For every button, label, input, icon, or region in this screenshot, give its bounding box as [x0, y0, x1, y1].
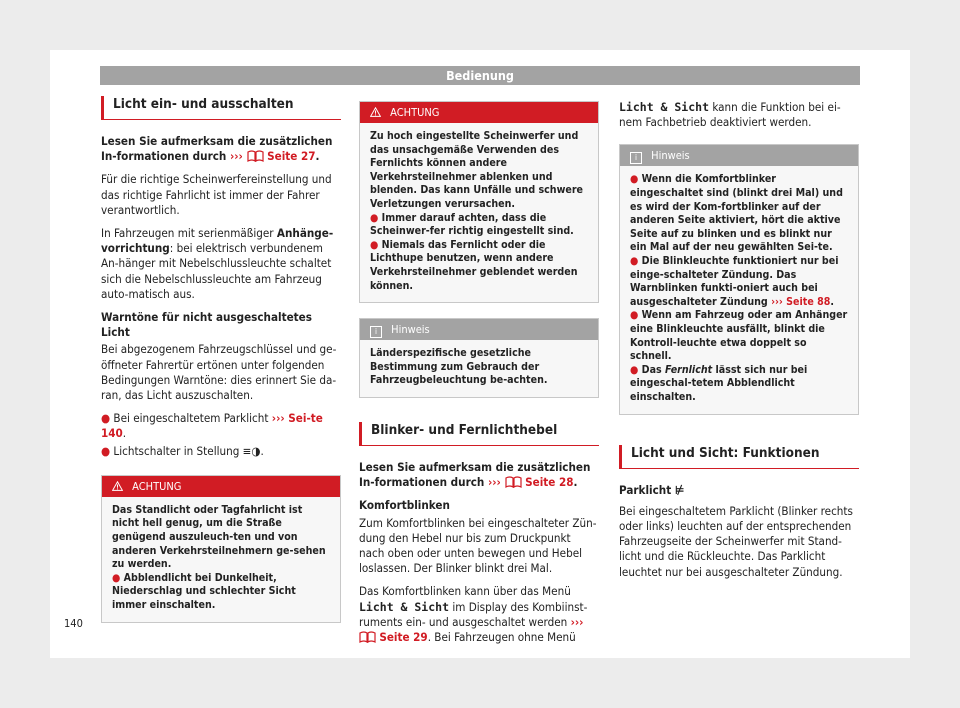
book-icon: [359, 631, 376, 643]
hint-bullet: [630, 364, 848, 405]
subheading: Komfortblinken: [359, 498, 450, 513]
warning-box: [101, 475, 341, 623]
page-number: 140: [64, 617, 83, 630]
paragraph: Für die richtige Scheinwerfereinstellung und das richtige Fahrlicht ist immer der Fahrer verantwortlich.: [101, 172, 332, 217]
bullet-icon: ●: [112, 571, 121, 584]
warning-text: Zu hoch eingestellte Scheinwerfer und das unsachgemäße Verwenden des Fernlichts können andere Verkehrsteilnehmer ablenken und blenden. Das kann Unfälle und schwere Verletzungen verursachen.: [370, 130, 584, 210]
bold-term: Anhänge-vorrichtung: [101, 226, 334, 256]
warning-label: ACHTUNG: [390, 106, 440, 119]
parking-light-icon: ⊭: [674, 482, 685, 497]
book-icon: [247, 150, 264, 162]
text: Abblendlicht bei Dunkelheit, Niederschlag und schlechter Sicht immer einschalten.: [112, 571, 296, 612]
hint-label: Hinweis: [391, 323, 430, 337]
warning-bullet: [370, 239, 588, 293]
link-arrows[interactable]: ›››: [487, 475, 501, 490]
text: Bei eingeschaltetem Parklicht: [113, 411, 269, 426]
paragraph: [359, 584, 599, 645]
warning-body: [102, 497, 340, 622]
warning-body: [360, 123, 598, 302]
hint-body: Länderspezifische gesetzliche Bestimmung zum Gebrauch der Fahrzeugbeleuchtung be-achten.: [360, 340, 598, 397]
column-2: [359, 101, 599, 653]
paragraph: Bei eingeschaltetem Parklicht (Blinker rechts oder links) leuchten auf der entsprechenden Fahrzeugseite der Scheinwerfer mit Stand-licht und die Rückleuchte. Das Parklicht leuchtet nur bei ausgeschalteter Zündung.: [619, 503, 853, 579]
text: Niemals das Fernlicht oder die Lichthupe benutzen, wenn andere Verkehrsteilnehmer geblendet werden können.: [370, 238, 578, 292]
text: Das: [641, 363, 662, 376]
hint-bullet: ● Die Blinkleuchte funktioniert nur bei einge-schalteter Zündung. Das Warnblinken funkti-oniert auch bei ausgeschalteter Zündung ››› Seite 88.: [630, 254, 839, 308]
info-icon: i: [630, 152, 642, 164]
column-3: [619, 100, 859, 588]
warning-triangle-icon: [112, 481, 123, 491]
text: . Bei Fahrzeugen ohne Menü: [427, 629, 576, 644]
bullet-icon: ●: [370, 238, 379, 251]
text: Die Blinkleuchte funktioniert nur bei einge-schalteter Zündung. Das Warnblinken funkti-oniert auch bei ausgeschalteter Zündung: [630, 254, 839, 308]
paragraph: Bei abgezogenem Fahrzeugschlüssel und ge-öffneter Fahrertür ertönen unter folgenden Bedingungen Warntöne: dies erinnert Sie da-ran, das Licht auszuschalten.: [101, 342, 337, 403]
menu-name: Licht & Sicht: [359, 599, 450, 614]
page-link[interactable]: Seite 27: [267, 149, 316, 164]
page-link[interactable]: Seite 29: [379, 629, 428, 644]
column-1: [101, 96, 341, 623]
text: Wenn die Komfortblinker eingeschaltet sind (blinkt drei Mal) und es wird der Kom-fortblinker auf der anderen Seite aktiviert, hört die aktive Seite auf zu blinken und es blinkt nur ein Mal auf der neu gewählten Sei-te.: [630, 173, 843, 254]
hint-header: [360, 319, 598, 340]
text: : bei elektrisch verbundenem An-hänger mit Nebelschlussleuchte schaltet sich die Nebelschlussleuchte am Fahrzeug auto-matisch aus.: [101, 241, 332, 301]
bullet-icon: ●: [101, 443, 111, 458]
hint-bullet: [630, 309, 848, 363]
text: Immer darauf achten, dass die Scheinwer-fer richtig eingestellt sind.: [370, 211, 574, 238]
hint-label: Hinweis: [651, 149, 690, 163]
warning-label: ACHTUNG: [132, 479, 182, 493]
list-item: ● Bei eingeschaltetem Parklicht ››› Sei-te 140.: [101, 411, 323, 441]
warning-box: [359, 101, 599, 303]
section-title: Blinker- und Fernlichthebel: [359, 422, 599, 446]
bullet-icon: ●: [630, 173, 639, 186]
page-link[interactable]: ››› Seite 88: [771, 295, 831, 308]
subheading: Warntöne für nicht ausgeschaltetes Licht: [101, 310, 312, 340]
intro-label: Lesen Sie aufmerksam die zusätzlichen In-formationen durch: [359, 459, 591, 490]
info-icon: i: [370, 326, 382, 338]
text: Das Komfortblinken kann über das Menü: [359, 584, 571, 599]
menu-name: Licht & Sicht: [619, 100, 710, 114]
section-title: Licht und Sicht: Funktionen: [619, 445, 859, 469]
subheading: [619, 483, 859, 498]
hint-header: [620, 145, 858, 166]
bullet-icon: ●: [630, 254, 639, 267]
warning-text: Das Standlicht oder Tagfahrlicht ist nicht hell genug, um die Straße genügend auszuleuch-ten und von anderen Verkehrsteilnehmern ge-sehen zu werden.: [112, 503, 326, 571]
paragraph: [619, 100, 859, 130]
hint-bullet: [630, 173, 848, 255]
warning-bullet: [112, 572, 330, 613]
text: Lichtschalter in Stellung: [113, 443, 240, 458]
warning-triangle-icon: [370, 107, 381, 117]
bullet-icon: ●: [101, 411, 111, 426]
text: Wenn am Fahrzeug oder am Anhänger eine Blinkleuchte ausfällt, blinkt die Kontroll-leuchte etwa doppelt so schnell.: [630, 309, 848, 363]
list-item: ● Lichtschalter in Stellung ≡◑.: [101, 443, 264, 458]
low-beam-icon: ≡◑: [242, 443, 261, 458]
warning-header: [102, 476, 340, 497]
text: In Fahrzeugen mit serienmäßiger: [101, 226, 274, 241]
hint-box: [359, 318, 599, 398]
page-link[interactable]: ››› Sei-te 140: [101, 411, 323, 441]
link-arrows[interactable]: ›››: [570, 614, 584, 629]
page-header: Bedienung: [100, 66, 860, 85]
hint-box: [619, 144, 859, 414]
warning-bullet: [370, 212, 588, 239]
hint-body: [620, 166, 858, 413]
text: kann die Funktion bei ei-nem Fachbetrieb deaktiviert werden.: [619, 100, 841, 130]
intro-text: Lesen Sie aufmerksam die zusätzlichen In-formationen durch ››› Seite 27.: [101, 134, 333, 164]
paragraph: Zum Komfortblinken bei eingeschalteter Zün-dung den Hebel nur bis zum Druckpunkt nach oben oder unten bewegen und Hebel loslassen. Der Blinker blinkt drei Mal.: [359, 515, 597, 576]
intro-text: Lesen Sie aufmerksam die zusätzlichen In-formationen durch ››› Seite 28.: [359, 459, 591, 490]
text: Parklicht: [619, 482, 672, 497]
bullet-icon: ●: [630, 309, 639, 322]
bullet-icon: ●: [370, 211, 379, 224]
text: im Display des Kombiinst-ruments ein- und ausgeschaltet werden: [359, 599, 588, 629]
page-link[interactable]: Seite 28: [525, 475, 574, 490]
intro-label: Lesen Sie aufmerksam die zusätzlichen In-formationen durch: [101, 134, 333, 164]
bullet-icon: ●: [630, 363, 639, 376]
paragraph: [101, 226, 341, 302]
section-title: Licht ein- und ausschalten: [101, 96, 341, 120]
italic-term: Fernlicht: [665, 363, 713, 376]
text: lässt sich nur bei eingeschal-tetem Abblendlicht einschalten.: [630, 363, 808, 403]
warning-header: [360, 102, 598, 123]
book-icon: [505, 476, 522, 488]
link-arrows[interactable]: ›››: [229, 149, 243, 164]
